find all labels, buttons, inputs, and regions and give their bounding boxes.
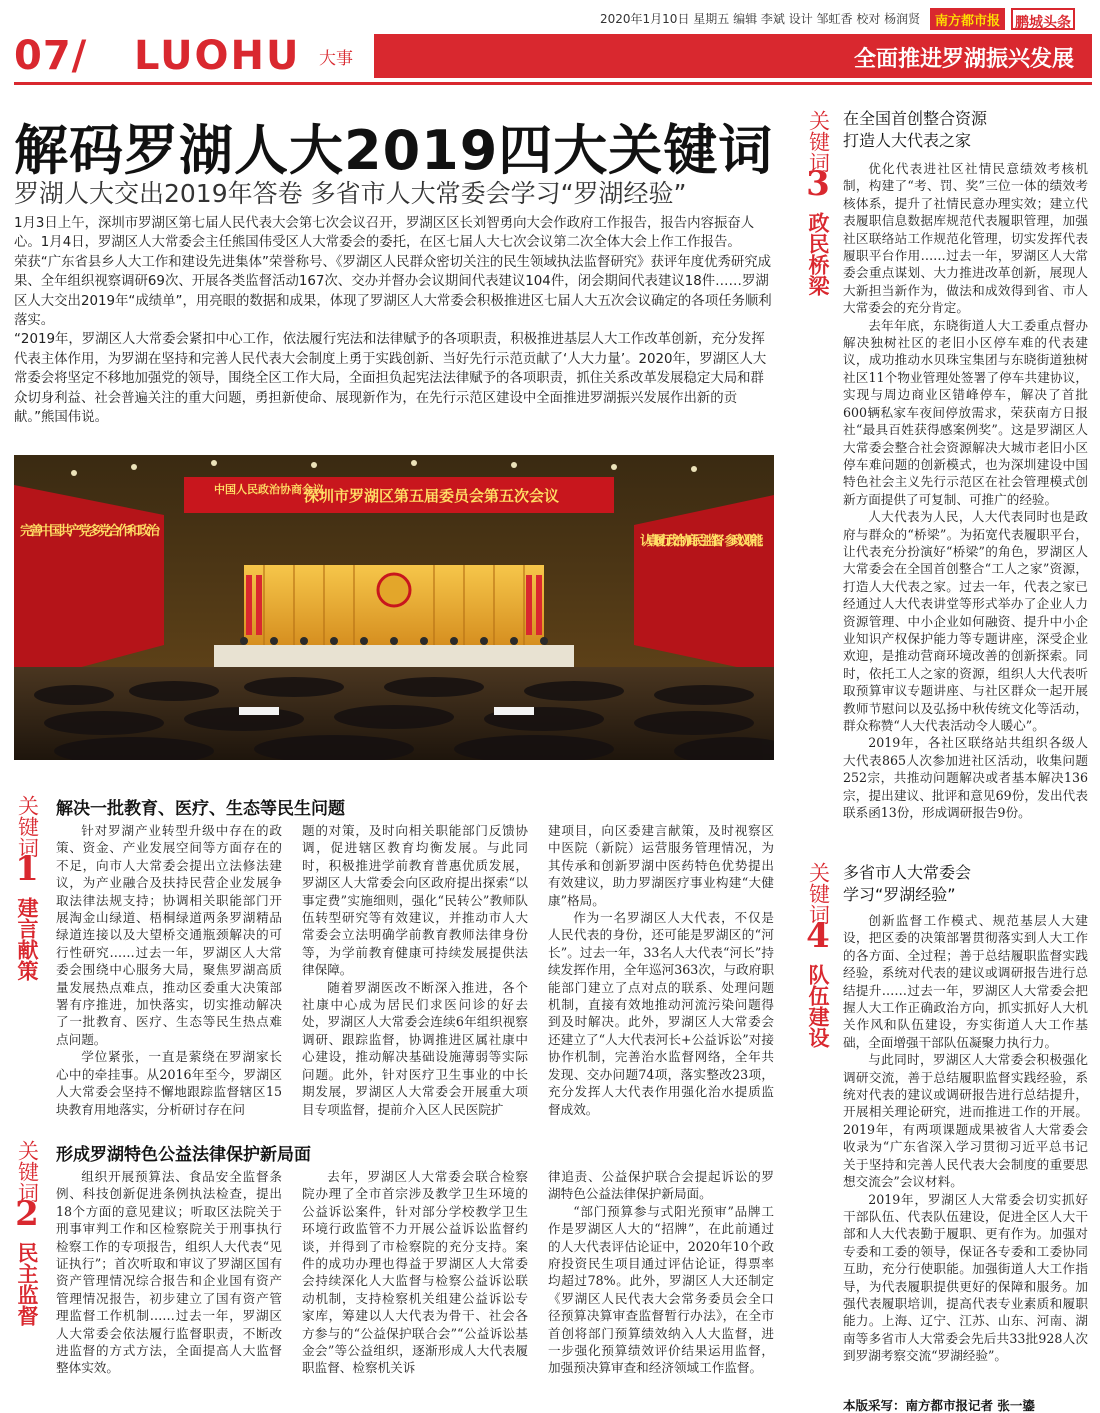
header-divider bbox=[14, 82, 1092, 85]
emblem-icon bbox=[378, 574, 410, 606]
kw2-paragraph: 组织开展预算法、食品安全监督条例、科技创新促进条例执法检查，提出18个方面的意见建议；听取区法院关于刑事审判工作和区检察院关于刑事执行检察工作的专项报告，组织人大代表“见证执行”；首次听取和审议了罗湖区国有资产管理情况综合报告和企业国有资产管理情况报告，初步建立了国有资产管理监督工作机制……过去一年，罗湖区人大常委会依法履行监督职责，不断改进监督的方式方法，全面提高人大监督整体实效。 bbox=[56, 1169, 282, 1376]
kw2-title: 形成罗湖特色公益法律保护新局面 bbox=[56, 1145, 311, 1165]
kw4-title-line: 多省市人大常委会 bbox=[843, 863, 972, 882]
headline: 解码罗湖人大2019四大关键词 bbox=[14, 119, 774, 182]
kw4-badge bbox=[803, 862, 833, 1048]
section-subtitle: 大事 bbox=[319, 49, 353, 69]
masthead-logos bbox=[930, 8, 1090, 30]
banner-left-text: 中国人民政治协商会议 bbox=[214, 483, 324, 496]
kw1-paragraph: 作为一名罗湖区人大代表，不仅是人民代表的身份，还可能是罗湖区的“河长”。过去一年，33名人大代表“河长”持续发挥作用，全年巡河363次，与政府职能部门建立了点对点的联系、处理问题机制，直接有效地推动河流污染问题得到及时解决。此外，罗湖区人大常委会还建立了“人大代表河长+公益诉讼”对接协作机制，完善治水监督网络，全年共发现、交办问题74项，落实整改23项，充分发挥人大代表作用强化治水提质监督成效。 bbox=[548, 910, 774, 1117]
kw1-column-3 bbox=[548, 822, 774, 1120]
byline: 本版采写：南方都市报记者 张一鎏 bbox=[843, 1398, 1035, 1413]
side-banner-left: 完善中国共产党多党合作和政治 bbox=[20, 524, 160, 539]
kw2-paragraph: “部门预算参与式阳光预审”品牌工作是罗湖区人大的“招牌”，在此前通过的人大代表评估论证中，2020年10个政府投资民生项目通过评估论证，得票率均超过78%。此外，罗湖区人大还制定《罗湖区人民代表大会常务委员会全口径预算决算审查监督暂行办法》，在全市首创将部门预算绩效纳入人大监督，进一步强化预算绩效评价结果运用监督，加强预决算审查和经济领域工作监督。 bbox=[548, 1203, 774, 1376]
kw3-title-line: 打造人大代表之家 bbox=[843, 131, 972, 150]
section-header-band bbox=[14, 34, 1092, 78]
kw3-subtitle: 政民桥梁 bbox=[806, 212, 830, 296]
conference-photo bbox=[14, 455, 774, 760]
column-logo: 鹏城头条 bbox=[1011, 8, 1075, 30]
kw3-number: 3 bbox=[806, 164, 830, 204]
kw4-paragraph: 2019年，罗湖区人大常委会切实抓好干部队伍、代表队伍建设，促进全区人大干部和人大代表勤于履职、更有作为。加强对专委和工委的领导，保证各专委和工委协同互助，充分行使职能。加强街道人大工作指导，为代表履职提供更好的保障和服务。加强代表履职培训，提高代表专业素质和履职能力。上海、辽宁、江苏、山东、河南、湖南等多省市人大常委会先后共33批928人次到罗湖考察交流“罗湖经验”。 bbox=[843, 1191, 1088, 1364]
kw1-column-2 bbox=[302, 822, 528, 1120]
kw1-paragraph: 随着罗湖医改不断深入推进，各个社康中心成为居民们求医问诊的好去处，罗湖区人大常委会连续6年组织视察调研、跟踪监督，协调推进区属社康中心建设，推动解决基础设施薄弱等实际问题。此外，针对医疗卫生事业的中长期发展，罗湖区人大常委会开展重大项目专项监督，提前介入区人民医院扩 bbox=[302, 979, 528, 1117]
kw3-badge bbox=[803, 110, 833, 296]
lead-paragraph: 1月3日上午，深圳市罗湖区第七届人民代表大会第七次会议召开，罗湖区区长刘智勇向大会作政府工作报告，报告内容振奋人心。1月4日，罗湖区人大常委会主任熊国伟受区人大常委会的委托，在区七届人大七次会议第二次全体大会上作工作报告。 bbox=[14, 216, 755, 251]
kw3-paragraph: 人大代表为人民，人大代表同时也是政府与群众的“桥梁”。为拓宽代表履职平台，让代表充分扮演好“桥梁”的角色，罗湖区人大常委会在全国首创整合“工人之家”资源，打造人大代表之家。过去一年，代表之家已经通过人大代表讲堂等形式举办了企业人力资源管理、中小企业如何融资、提升中小企业知识产权保护能力等专题讲座，深受企业欢迎，是推动营商环境改善的创新探索。同时，依托工人之家的资源，组织人大代表听取预算审议专题讲座、与社区群众一起开展教师节慰问以及弘扬中秋传统文化等活动，群众称赞“人大代表活动令人暖心”。 bbox=[843, 509, 1088, 733]
kw1-paragraph: 建项目，向区委建言献策，及时视察区中医院（新院）运营服务管理情况，为其传承和创新罗湖中医药特色优势提出有效建议，助力罗湖医疗事业构建“大健康”格局。 bbox=[548, 823, 774, 908]
section-name: LUOHU bbox=[134, 33, 301, 79]
kw2-badge bbox=[12, 1140, 42, 1326]
kw4-paragraph: 创新监督工作模式、规范基层人大建设，把区委的决策部署贯彻落实到人大工作的各方面、全过程；善于总结履职监督实践经验，系统对代表的建议或调研报告进行总结提升……过去一年，罗湖区人大常委会把握人大工作正确政治方向，抓实抓好人大机关作风和队伍建设，夯实街道人大工作基础，全面增强干部队伍凝聚力执行力。 bbox=[843, 913, 1088, 1050]
kw3-column bbox=[843, 160, 1088, 842]
kw3-paragraph: 去年年底，东晓街道人大工委重点督办解决独树社区的老旧小区停车难的代表建议，成功推动水贝珠宝集团与东晓街道独树社区11个物业管理处签署了停车共建协议，实现与周边商业区错峰停车，解决了首批600辆私家车夜间停放需求，荣获南方日报社“最具百姓获得感案例奖”。这是罗湖区人大常委会整合社会资源解决大城市老旧小区停车难问题的创新模式，也为深圳建设中国特色社会主义先行示范区在社会管理模式创新方面提供了可复制、可推广的经验。 bbox=[843, 317, 1088, 507]
kw2-label: 关键词 bbox=[15, 1140, 40, 1203]
lead-paragraph: “2019年，罗湖区人大常委会紧扣中心工作，依法履行宪法和法律赋予的各项职责，积极推进基层人大工作改革创新，充分发挥代表主体作用，为罗湖在坚持和完善人民代表大会制度上勇于实践创新、当好先行示范贡献了‘人大力量’。2020年，罗湖区人大常委会将坚定不移地加强党的领导，围绕全区工作大局，全面担负起宪法法律赋予的各项职责，抓住关系改革发展稳定大局和群众切身利益、社会普遍关注的重大问题，勇担新使命、展现新作为，在先行示范区建设中全面推进罗湖振兴发展作出新的贡献。”熊国伟说。 bbox=[14, 332, 767, 426]
kw1-paragraph: 题的对策，及时向相关职能部门反馈协调，促进辖区教育均衡发展。与此同时，积极推进学前教育普惠优质发展，罗湖区人大常委会向区政府提出探索“以事定费”实施细则，强化“民转公”教师队伍转型研究等有效建议，并推动市人大常委会立法明确学前教育教师法律身份等，为学前教育健康可持续发展提供法律保障。 bbox=[302, 823, 528, 978]
kw2-number: 2 bbox=[15, 1194, 39, 1234]
band-title: 全面推进罗湖振兴发展 bbox=[853, 47, 1074, 72]
side-banner-right: 认真履行政治协商民主监督、参政议职能！ bbox=[640, 534, 770, 549]
kw2-paragraph: 律追责、公益保护联合会提起诉讼的罗湖特色公益法律保护新局面。 bbox=[548, 1169, 774, 1202]
header-red-bar bbox=[374, 34, 1092, 78]
banner-main-text: 深圳市罗湖区第五届委员会第五次会议 bbox=[304, 487, 560, 505]
kw2-column-3 bbox=[548, 1168, 774, 1404]
kw1-subtitle: 建言献策 bbox=[15, 897, 39, 981]
kw3-paragraph: 2019年，各社区联络站共组织各级人大代表865人次参加进社区活动，收集问题252宗，共推动问题解决或者基本解决136宗，提出建议、批评和意见69份，发出代表联系函13份，形成调研报告9份。 bbox=[843, 735, 1088, 821]
kw1-badge bbox=[12, 795, 42, 981]
kw3-label: 关键词 bbox=[806, 110, 831, 173]
kw4-paragraph: 与此同时，罗湖区人大常委会积极强化调研交流，善于总结履职监督实践经验，系统对代表的建议或调研报告进行总结提升，开展相关理论研究，进而推进工作的开展。2019年，有两项课题成果被省人大常委会收录为“广东省深入学习贯彻习近平总书记关于坚持和完善人民代表大会制度的重要思想交流会”会议材料。 bbox=[843, 1052, 1088, 1190]
conference-hall-illustration bbox=[14, 455, 774, 760]
kw3-title bbox=[843, 108, 987, 152]
kw1-title: 解决一批教育、医疗、生态等民生问题 bbox=[56, 799, 345, 819]
kw1-label: 关键词 bbox=[15, 795, 40, 858]
kw4-title-line: 学习“罗湖经验” bbox=[843, 885, 956, 904]
kw2-column-2 bbox=[302, 1168, 528, 1404]
kw4-label: 关键词 bbox=[806, 862, 831, 925]
kw2-column-1 bbox=[56, 1168, 282, 1404]
newspaper-logo: 南方都市报 bbox=[930, 8, 1005, 30]
kw4-column bbox=[843, 912, 1088, 1394]
kw1-number: 1 bbox=[15, 849, 39, 889]
kw1-paragraph: 针对罗湖产业转型升级中存在的政策、资金、产业发展空间等方面存在的不足，向市人大常委会提出立法修法建议，为产业融合及扶持民营企业发展争取法律法规支持；协调相关职能部门开展淘金山绿道、梧桐绿道两条罗湖精品绿道连接以及大望桥交通瓶颈解决的可行性研究……过去一年，罗湖区人大常委会围绕中心服务大局，聚焦罗湖高质量发展热点难点，推动区委重大决策部署有序推进，加快落实，切实推动解决了一批教育、医疗、生态等民生热点难点问题。 bbox=[56, 823, 282, 1047]
masthead-meta: 2020年1月10日 星期五 编辑 李斌 设计 邹虹香 校对 杨润贤 bbox=[600, 12, 921, 26]
kw4-title bbox=[843, 862, 971, 906]
lead-text bbox=[14, 214, 776, 427]
page-number: 07/ bbox=[14, 33, 88, 79]
kw1-column-1 bbox=[56, 822, 282, 1120]
kw4-number: 4 bbox=[806, 916, 830, 956]
subheadline: 罗湖人大交出2019年答卷 多省市人大常委会学习“罗湖经验” bbox=[14, 179, 687, 208]
kw2-subtitle: 民主监督 bbox=[15, 1242, 39, 1326]
kw3-title-line: 在全国首创整合资源 bbox=[843, 109, 988, 128]
kw4-subtitle: 队伍建设 bbox=[806, 964, 830, 1048]
kw2-paragraph: 去年，罗湖区人大常委会联合检察院办理了全市首宗涉及教学卫生环境的公益诉讼案件，针对部分学校教学卫生环境行政监管不力开展公益诉讼监督约谈，并得到了市检察院的充分支持。案件的成功办理也得益于罗湖区人大常委会持续深化人大监督与检察公益诉讼联动机制，支持检察机关组建公益诉讼专家库，筹建以人大代表为骨干、社会各方参与的“公益保护联合会”“公益诉讼基金会”等公益组织，逐渐形成人大代表履职监督、检察机关诉 bbox=[302, 1169, 528, 1376]
kw3-paragraph: 优化代表进社区社情民意绩效考核机制，构建了“考、罚、奖”三位一体的绩效考核体系，提升了社情民意办理实效；建立代表履职信息数据库规范代表履职管理，加强社区联络站工作规范化管理，切实发挥代表履职平台作用……过去一年，罗湖区人大常委会重点谋划、大力推进改革创新，展现人大新担当新作为，做法和成效得到省、市人大常委会的充分肯定。 bbox=[843, 161, 1088, 316]
lead-paragraph: 荣获“广东省县乡人大工作和建设先进集体”荣誉称号、《罗湖区人民群众密切关注的民生领域执法监督研究》获评年度优秀研究成果、全年组织视察调研69次、开展各类监督活动167次、交办并督办会议期间代表建议104件，闭会期间代表建议18件……罗湖区人大交出2019年“成绩单”，用亮眼的数据和成果，体现了罗湖区人大常委会积极推进区七届人大五次会议确定的各项任务顺利落实。 bbox=[14, 254, 772, 329]
kw1-paragraph: 学位紧张，一直是萦绕在罗湖家长心中的牵挂事。从2016年至今，罗湖区人大常委会坚持不懈地跟踪监督辖区15块教育用地落实，分析研讨存在问 bbox=[56, 1049, 282, 1117]
